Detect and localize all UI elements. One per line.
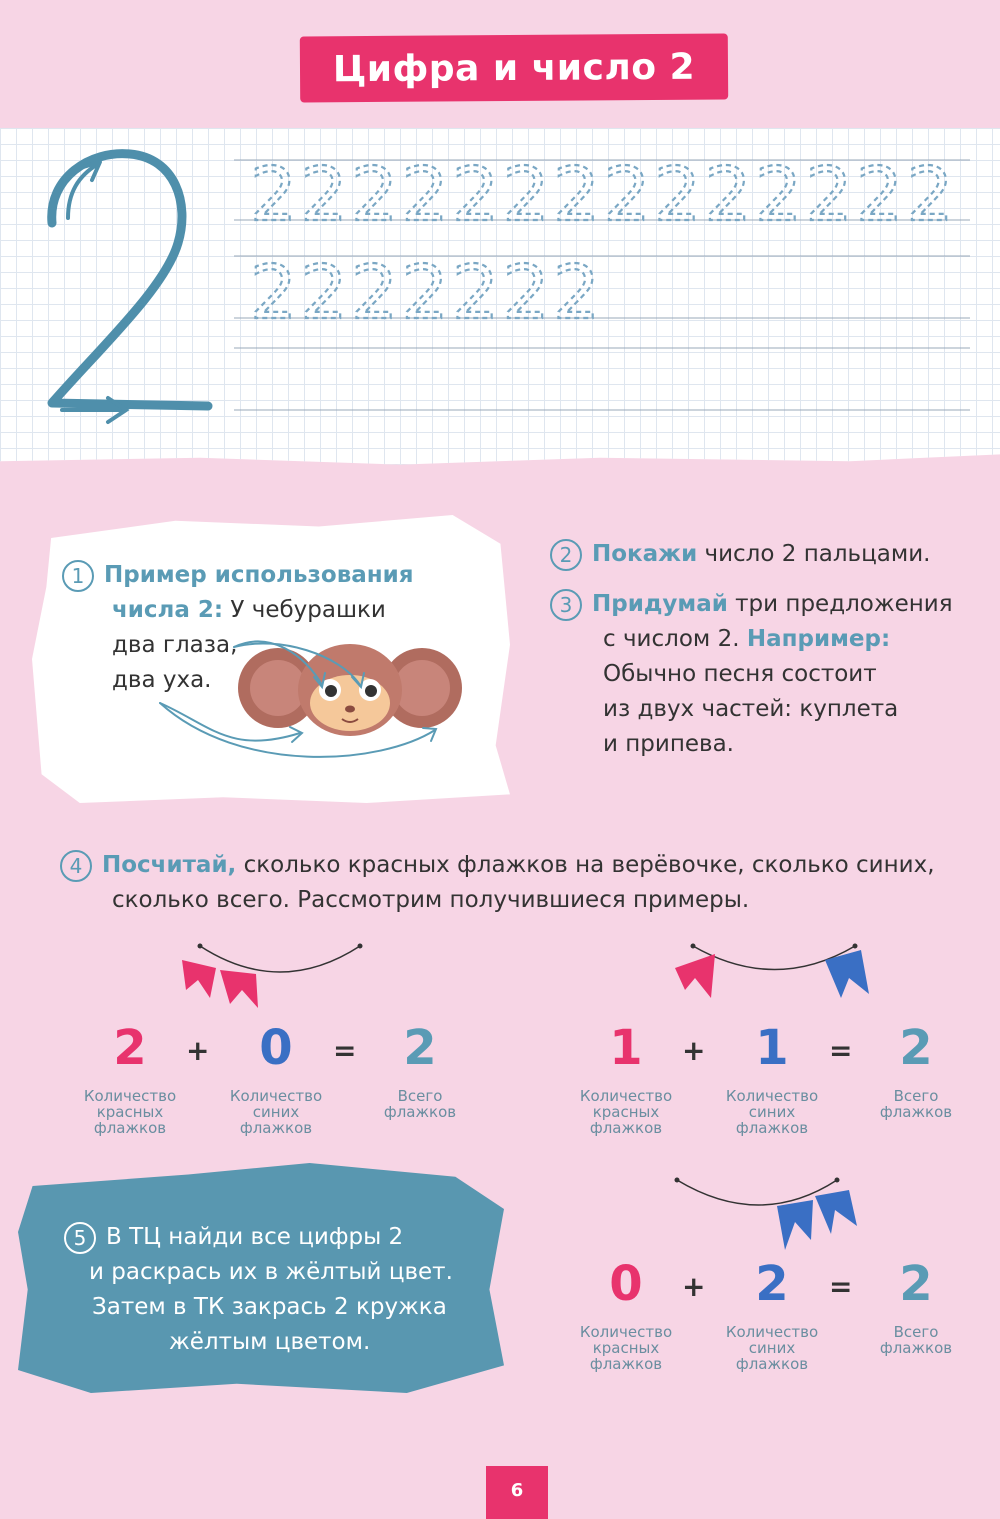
equation-3-caption-b: Количество синих флажков <box>725 1323 819 1373</box>
item-3 <box>550 587 990 762</box>
equation-2-caption-a: Количество красных флажков <box>579 1087 673 1137</box>
equation-2-equals-sign: = <box>829 1034 853 1067</box>
page-number: 6 <box>486 1466 548 1519</box>
equation-2-caption-b: Количество синих флажков <box>725 1087 819 1137</box>
title-badge <box>300 34 728 103</box>
item-1-text-3: два уха. <box>112 667 212 693</box>
trace-row-2 <box>250 250 600 336</box>
equation-2-caption-c: Всего флажков <box>879 1087 953 1121</box>
equation-3-plus-sign: + <box>682 1270 706 1303</box>
item-5-line-1: В ТЦ найди все цифры 2 <box>106 1224 404 1250</box>
number-badge: 3 <box>550 589 582 621</box>
equation-2-blue-count: 1 <box>755 1020 789 1076</box>
item-4-verb: Посчитай, <box>102 852 237 878</box>
trace-digit: 2 <box>704 152 752 238</box>
equation-3-red-count: 0 <box>609 1256 643 1312</box>
item-4-text-1: сколько красных флажков на верёвочке, сколько синих, <box>236 852 935 878</box>
garland-1 <box>170 938 370 1018</box>
equation-3-total: 2 <box>899 1256 933 1312</box>
trace-digit: 2 <box>351 250 399 336</box>
equation-1-blue-count: 0 <box>259 1020 293 1076</box>
page-title: Цифра и число 2 <box>332 46 696 90</box>
equation-2-total: 2 <box>899 1020 933 1076</box>
equation-3-equals-sign: = <box>829 1270 853 1303</box>
cheburashka-face <box>238 644 462 736</box>
trace-digit: 2 <box>401 250 449 336</box>
item-3-line-3: Обычно песня состоит <box>603 661 877 687</box>
item-3-text-2: с числом 2. <box>603 626 747 652</box>
item-3-verb: Придумай <box>592 591 728 617</box>
equation-3-caption-c: Всего флажков <box>879 1323 953 1357</box>
equation-1-equals-sign: = <box>333 1034 357 1067</box>
item-4-text-2: сколько всего. Рассмотрим получившиеся примеры. <box>112 887 750 913</box>
trace-digit: 2 <box>300 250 348 336</box>
red-flag <box>182 960 216 998</box>
number-badge: 4 <box>60 850 92 882</box>
trace-digit: 2 <box>906 152 954 238</box>
trace-row-1 <box>250 152 954 238</box>
equation-3-caption-a: Количество красных флажков <box>579 1323 673 1373</box>
trace-digit: 2 <box>250 152 298 238</box>
trace-digit: 2 <box>351 152 399 238</box>
item-2-verb: Покажи <box>592 541 698 567</box>
item-2 <box>550 537 990 572</box>
item-5-line-2: и раскрась их в жёлтый цвет. <box>89 1259 453 1285</box>
item-1-text-1: У чебурашки <box>223 597 386 623</box>
trace-digit: 2 <box>401 152 449 238</box>
item-5-line-4: жёлтым цветом. <box>169 1329 371 1355</box>
equation-1-red-count: 2 <box>113 1020 147 1076</box>
trace-digit: 2 <box>553 152 601 238</box>
item-1-text-2: два глаза, <box>112 632 238 658</box>
trace-digit: 2 <box>452 152 500 238</box>
equation-1-plus-sign: + <box>186 1034 210 1067</box>
item-4 <box>60 848 990 918</box>
equation-1-total: 2 <box>403 1020 437 1076</box>
garland-3 <box>665 1170 885 1255</box>
trace-digit: 2 <box>755 152 803 238</box>
trace-digit: 2 <box>452 250 500 336</box>
trace-digit: 2 <box>553 250 601 336</box>
red-flag <box>675 954 715 998</box>
item-3-line-5: и припева. <box>603 731 734 757</box>
cheburashka-illustration <box>150 615 480 765</box>
garland-2 <box>665 938 885 1018</box>
item-3-line-4: из двух частей: куплета <box>603 696 899 722</box>
number-badge: 2 <box>550 539 582 571</box>
trace-digit: 2 <box>502 152 550 238</box>
blue-flag <box>777 1200 813 1250</box>
equation-2-plus-sign: + <box>682 1034 706 1067</box>
equation-1-caption-c: Всего флажков <box>383 1087 457 1121</box>
number-badge: 5 <box>64 1222 96 1254</box>
item-1-heading: Пример использования <box>104 562 414 588</box>
number-badge: 1 <box>62 560 94 592</box>
trace-digit: 2 <box>502 250 550 336</box>
item-5-line-3: Затем в ТК закрась 2 кружка <box>92 1294 447 1320</box>
equation-1-caption-a: Количество красных флажков <box>83 1087 177 1137</box>
equation-1-caption-b: Количество синих флажков <box>229 1087 323 1137</box>
trace-digit: 2 <box>250 250 298 336</box>
equation-2-red-count: 1 <box>609 1020 643 1076</box>
trace-digit: 2 <box>856 152 904 238</box>
trace-digit: 2 <box>654 152 702 238</box>
item-1-heading-2: числа 2: <box>112 597 224 623</box>
equation-3-blue-count: 2 <box>755 1256 789 1312</box>
item-3-example-label: Например: <box>746 626 891 652</box>
trace-digit: 2 <box>300 152 348 238</box>
item-2-text: число 2 пальцами. <box>697 541 931 567</box>
blue-flag <box>815 1190 857 1234</box>
trace-digit: 2 <box>805 152 853 238</box>
tracing-area <box>0 128 1000 468</box>
item-3-text-1: три предложения <box>727 591 953 617</box>
trace-digit: 2 <box>603 152 651 238</box>
red-flag <box>220 970 258 1008</box>
item-5 <box>64 1220 484 1360</box>
